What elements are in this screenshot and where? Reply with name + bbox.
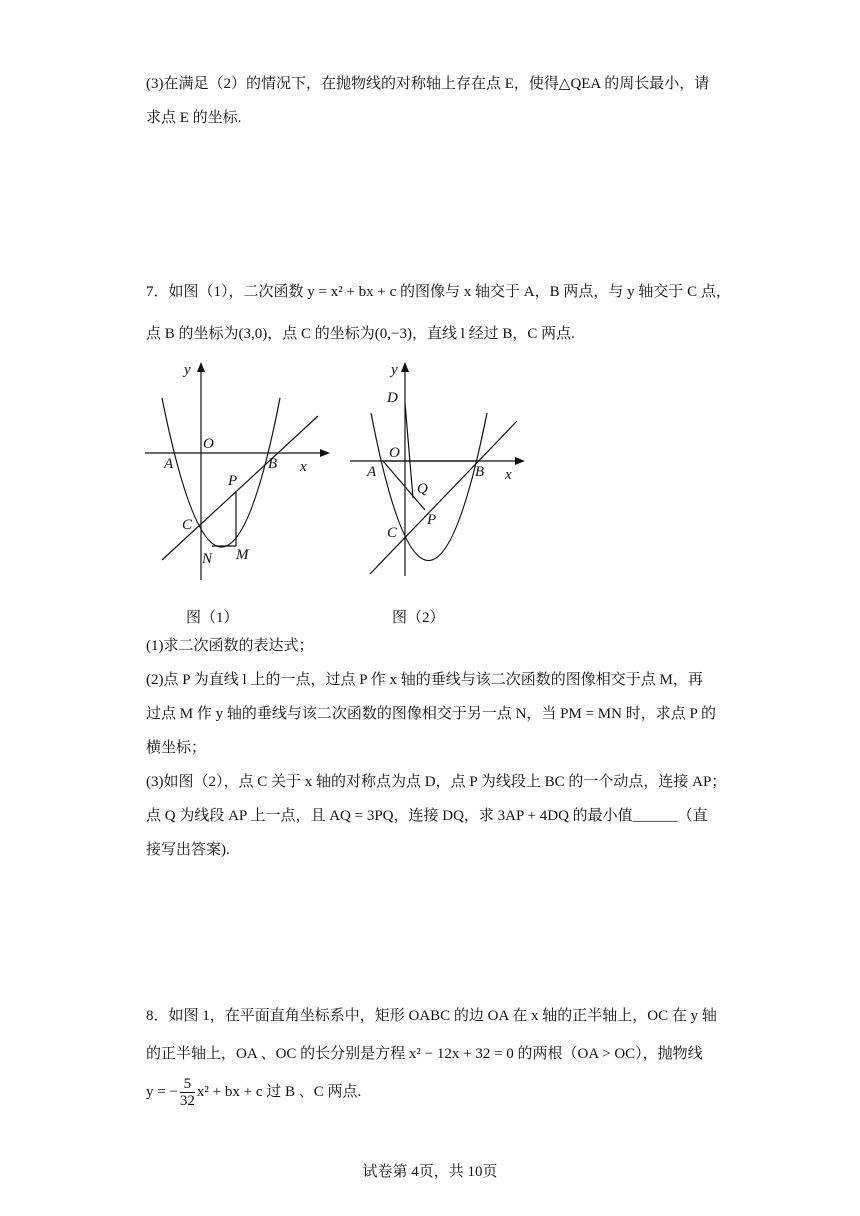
fig2-label-C: C: [387, 525, 398, 541]
fig1-label-A: A: [164, 456, 174, 472]
q6-part3-line1: (3)在满足（2）的情况下，在抛物线的对称轴上存在点 E，使得△QEA 的周长最小，请: [146, 76, 710, 92]
fig1-label-C: C: [182, 517, 193, 533]
q6-part3-line2: 求点 E 的坐标.: [146, 110, 242, 126]
q8-stem-line3: [146, 1076, 361, 1109]
fig2-label-x: x: [505, 467, 512, 483]
fig1-label-O: O: [203, 436, 214, 452]
q7-stem-line2: 点 B 的坐标为(3,0)，点 C 的坐标为(0,−3)，直线 l 经过 B，C 两点.: [146, 326, 575, 342]
q7-part2-line1: (2)点 P 为直线 l 上的一点，过点 P 作 x 轴的垂线与该二次函数的图像相交于点 M，再: [146, 672, 703, 688]
q8-eq-prefix: y = −: [146, 1083, 178, 1100]
q7-part2-line3: 横坐标；: [146, 740, 207, 756]
figure-2-caption: 图（2）: [392, 610, 445, 626]
q7-part1: (1)求二次函数的表达式；: [146, 638, 314, 654]
fig2-label-A: A: [367, 464, 377, 480]
fig2-label-O: O: [389, 445, 400, 461]
fig2-label-Q: Q: [417, 481, 428, 497]
q8-frac-den: 32: [179, 1093, 195, 1109]
fig1-label-x: x: [300, 459, 307, 475]
q8-stem-line1: 8．如图 1，在平面直角坐标系中，矩形 OABC 的边 OA 在 x 轴的正半轴上，OC 在 y 轴: [146, 1008, 717, 1024]
fig1-label-N: N: [202, 551, 213, 567]
q7-part3-line3: 接写出答案).: [146, 842, 230, 858]
figure-2-graph: [345, 358, 545, 588]
q7-part3-line1: (3)如图（2），点 C 关于 x 轴的对称点为点 D，点 P 为线段上 BC 的一个动点，连接 AP；: [146, 774, 727, 790]
q8-fraction: [180, 1076, 195, 1109]
q7-stem-line1: 7．如图（1），二次函数 y = x² + bx + c 的图像与 x 轴交于 A，B 两点，与 y 轴交于 C 点，: [146, 284, 731, 300]
fig2-label-y: y: [391, 362, 398, 378]
q7-part2-line2: 过点 M 作 y 轴的垂线与该二次函数的图像相交于另一点 N，当 PM = MN 时，求点 P 的: [146, 706, 717, 722]
q8-frac-num: 5: [180, 1076, 195, 1093]
fig2-label-P: P: [427, 512, 437, 528]
q7-part3-line2: 点 Q 为线段 AP 上一点，且 AQ = 3PQ，连接 DQ，求 3AP + 4DQ 的最小值______（直: [146, 808, 708, 824]
fig1-label-B: B: [268, 456, 278, 472]
figure-1-caption: 图（1）: [186, 610, 239, 626]
figure-1-graph: [140, 358, 340, 588]
fig1-label-P: P: [228, 473, 238, 489]
q8-stem-line2: 的正半轴上，OA 、OC 的长分别是方程 x² − 12x + 32 = 0 的两根（OA > OC），抛物线: [146, 1046, 703, 1062]
q8-eq-suffix: x² + bx + c 过 B 、C 两点.: [196, 1083, 362, 1100]
fig1-label-M: M: [236, 547, 249, 563]
page-footer: 试卷第 4页，共 10页: [362, 1164, 498, 1180]
fig2-label-B: B: [475, 464, 485, 480]
fig2-label-D: D: [387, 390, 398, 406]
fig1-label-y: y: [184, 362, 191, 378]
